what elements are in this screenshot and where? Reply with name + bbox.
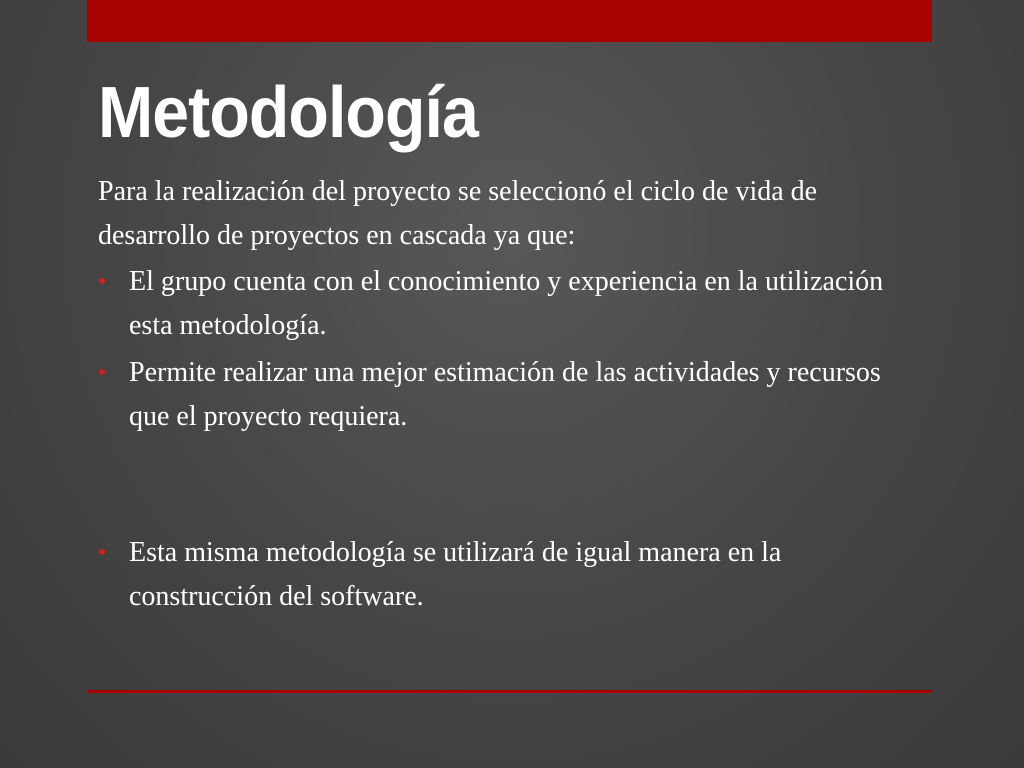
bullet-icon: • (98, 360, 107, 386)
top-accent-bar (87, 0, 932, 42)
bullet-item (98, 531, 928, 619)
bullet-text: El grupo cuenta con el conocimiento y experiencia en la utilización esta metodología. (129, 266, 884, 341)
bullet-item (98, 260, 928, 348)
intro-paragraph: Para la realización del proyecto se seleccionó el ciclo de vida de desarrollo de proyectos en cascada ya que: (98, 176, 818, 251)
bullet-icon: • (98, 269, 107, 295)
slide-content (98, 170, 928, 622)
bullet-text: Esta misma metodología se utilizará de igual manera en la construcción del software. (129, 537, 782, 612)
bullet-text: Permite realizar una mejor estimación de las actividades y recursos que el proyecto requiera. (129, 357, 881, 432)
bullet-item (98, 351, 928, 439)
bottom-accent-line (87, 690, 932, 693)
bullet-list (98, 260, 928, 619)
bullet-icon: • (98, 540, 107, 566)
slide-title: Metodología (98, 73, 478, 153)
